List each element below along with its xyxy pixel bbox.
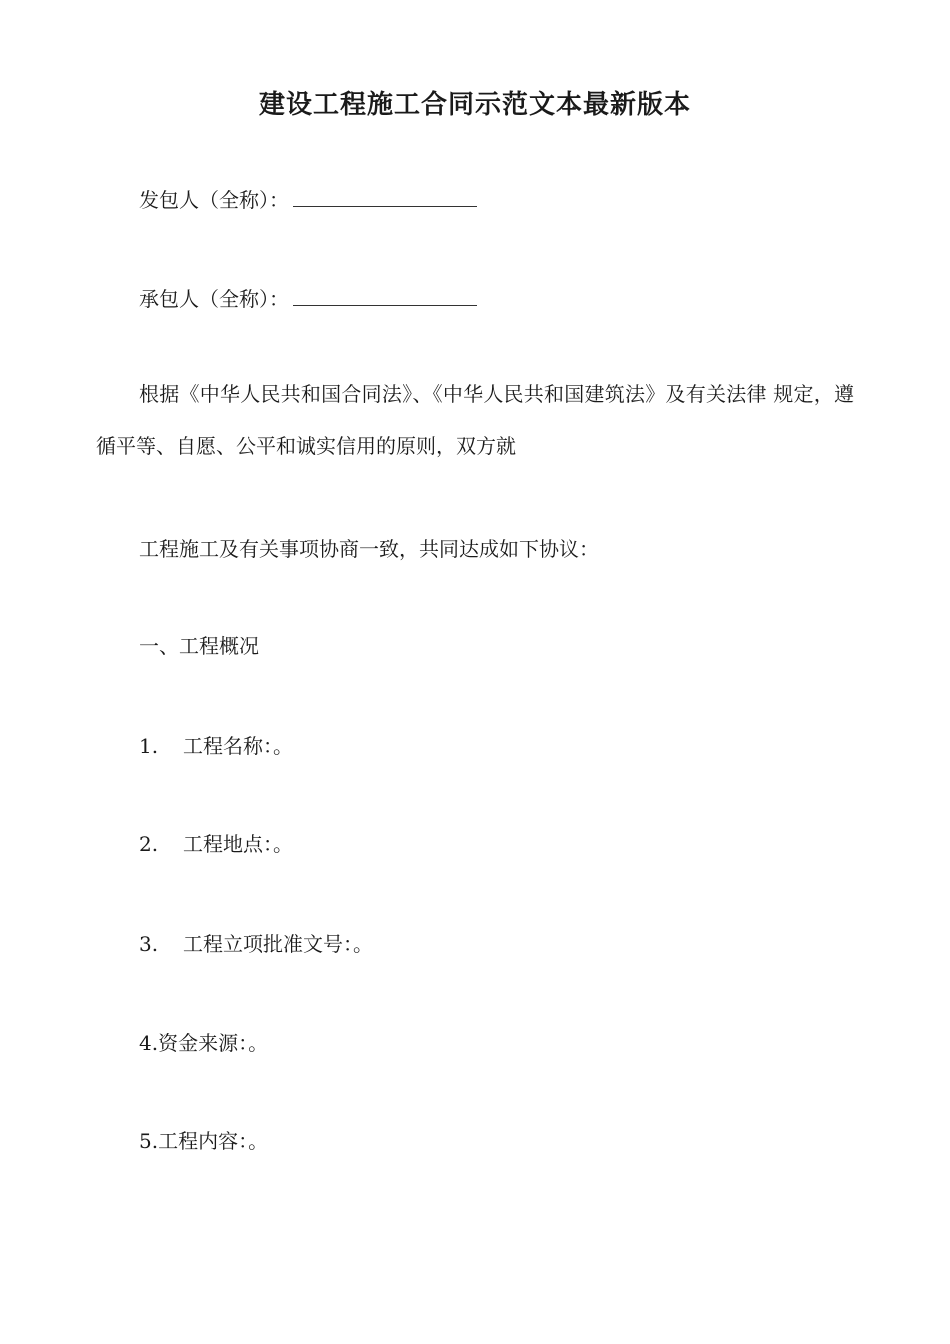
contractor-line xyxy=(139,283,477,312)
item-number: 1. xyxy=(139,734,159,758)
list-item xyxy=(139,1027,268,1056)
item-text: 工程名称：。 xyxy=(183,734,293,758)
item-text: 工程内容：。 xyxy=(158,1129,269,1153)
document-title: 建设工程施工合同示范文本最新版本 xyxy=(258,90,691,120)
list-item xyxy=(139,1125,268,1154)
list-item xyxy=(139,828,293,857)
contractor-label: 承包人（全称）： xyxy=(139,287,289,311)
preamble-paragraph: 根据《中华人民共和国合同法》、《中华人民共和国建筑法》及有关法律 规定，遵循平等、自愿、公平和诚实信用的原则，双方就 xyxy=(96,382,854,458)
list-item xyxy=(139,928,373,957)
employer-line xyxy=(139,184,477,213)
contractor-blank xyxy=(293,291,477,306)
employer-label: 发包人（全称）： xyxy=(139,188,289,212)
section-heading: 一、工程概况 xyxy=(139,634,259,658)
item-text: 工程立项批准文号：。 xyxy=(183,932,373,956)
item-text: 工程地点：。 xyxy=(183,832,293,856)
item-number: 3. xyxy=(139,932,159,956)
item-text: 资金来源：。 xyxy=(158,1031,269,1055)
item-number: 5. xyxy=(139,1129,159,1153)
list-item xyxy=(139,730,293,759)
agreement-line: 工程施工及有关事项协商一致，共同达成如下协议： xyxy=(139,537,599,561)
employer-blank xyxy=(293,192,477,207)
item-number: 2. xyxy=(139,832,159,856)
item-number: 4. xyxy=(139,1031,159,1055)
